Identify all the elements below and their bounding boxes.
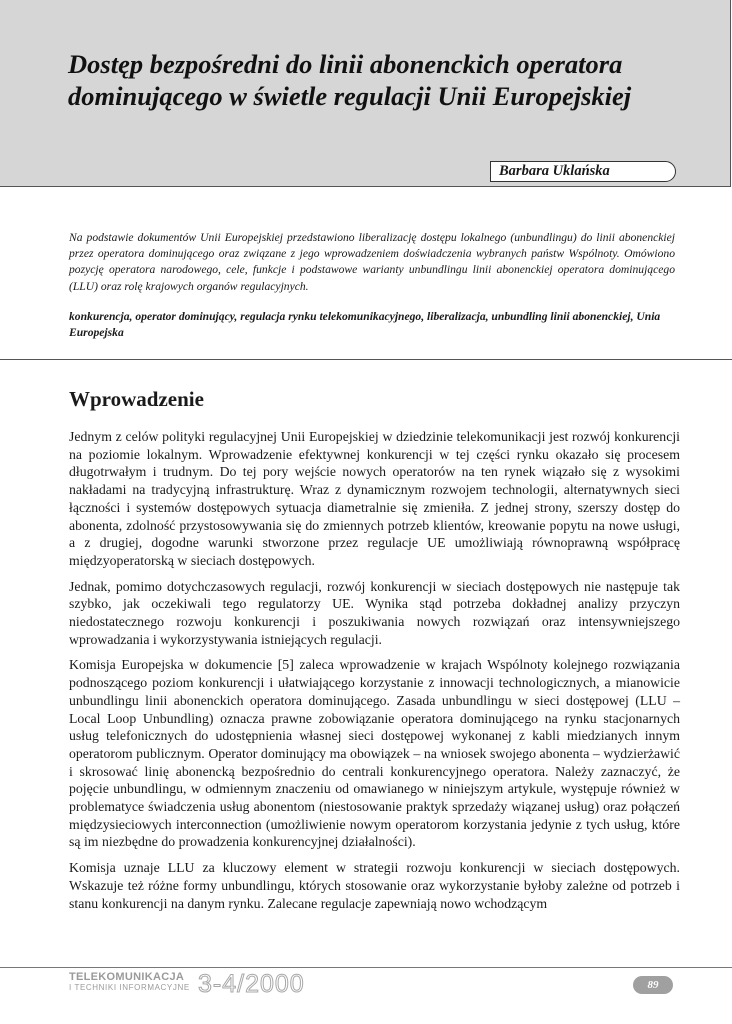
keywords: konkurencja, operator dominujący, regulacja rynku telekomunikacyjnego, liberalizacja, unbundling linii abonenckiej, Unia Europejska <box>69 310 661 340</box>
body-paragraph: Komisja uznaje LLU za kluczowy element w strategii rozwoju konkurencji w sieciach dostępowych. Wskazuje też różne formy unbundlingu, których stosowanie oraz wykorzystanie byłoby zależne od potrzeb i stanu konkurencji na danym rynku. Zalecane regulacje zapewniają nowo wchodzącym <box>69 860 680 911</box>
body-paragraph: Jednak, pomimo dotychczasowych regulacji, rozwój konkurencji w sieciach dostępowych nie następuje tak szybko, jak oczekiwali tego regulatorzy UE. Wynika stąd potrzeba dokładnej analizy przyczyn niedostatecznego rozwoju konkurencji i poszukiwania nowych rozwiązań oraz intensywniejszego wprowadzania i wykorzystywania istniejących regulacji. <box>69 578 680 647</box>
footer-divider <box>0 967 732 968</box>
body-paragraph: Komisja Europejska w dokumencie [5] zaleca wprowadzenie w krajach Wspólnoty kolejnego rozwiązania podnoszącego poziom konkurencji i ułatwiającego korzystanie z innowacji technologicznych, a mianowicie unbundlingu linii abonenckich operatora dominującego. Zasada unbundlingu w sieci dostępowej (LLU – Local Loop Unbundling) oznacza prawne zobowiązanie operatora dominującego na rynku stacjonarnych usług telefonicznych do udostępnienia własnej sieci dostępowej wykonanej z kabli miedzianych innym operatorom publicznym. Operator dominujący ma obowiązek – na wniosek swojego abonenta – wydzierżawić i skrosować linię abonencką bezpośrednio do centrali konkurencyjnego operatora. Należy zaznaczyć, że pojęcie unbundlingu, w odmiennym znaczeniu od omawianego w niniejszym artykule, występuje również w problematyce świadczenia usług abonentom (niestosowanie praktyk sprzedaży wiązanej usług) oraz połączeń międzysieciowych interconnection (umożliwienie nowym operatorom korzystania jedynie z tych usług, które są im niezbędne do prowadzenia konkurencyjnej działalności). <box>69 657 680 850</box>
journal-name: TELEKOMUNIKACJA <box>69 971 185 983</box>
issue-number: 3-4/2000 <box>198 970 305 998</box>
article-body <box>69 428 680 920</box>
journal-logo <box>69 971 190 993</box>
abstract: Na podstawie dokumentów Unii Europejskiej przedstawiono liberalizację dostępu lokalnego (unbundlingu) do linii abonenckiej przez operatora dominującego oraz związane z jego wprowadzeniem doświadczenia wybranych państw Wspólnoty. Omówiono pozycję operatora narodowego, cele, funkcje i podstawowe warianty unbundlingu linii abonenckiej operatora dominującego (LLU) oraz rolę krajowych organów regulacyjnych. <box>69 231 675 293</box>
section-heading: Wprowadzenie <box>69 387 204 411</box>
author-tag: Barbara Uklańska <box>490 161 676 182</box>
body-paragraph: Jednym z celów polityki regulacyjnej Unii Europejskiej w dziedzinie telekomunikacji jest rozwój konkurencji na poziomie lokalnym. Wprowadzenie efektywnej konkurencji w tej części rynku okazało się procesem długotrwałym i trudnym. Do tej pory wejście nowych operatorów na ten rynek wiązało się z wysokimi nakładami na tradycyjną infrastrukturę. Wraz z dynamicznym rozwojem technologii, alternatywnych sieci łączności i systemów dostępowych sytuacja diametralnie się zmieniła. Z jednej strony, szerszy dostęp do abonenta, zdolność przystosowywania się do zmiennych potrzeb klientów, kreowanie popytu na nowe usługi, a z drugiej, dogodne warunki stworzone przez regulacje UE umożliwiają równoprawną współpracę międzyoperatorską w sieciach dostępowych. <box>69 429 680 568</box>
title-banner <box>0 0 731 187</box>
page-number: 89 <box>633 976 673 994</box>
divider <box>0 359 732 360</box>
article-title: Dostęp bezpośredni do linii abonenckich operatora dominującego w świetle regulacji Unii Europejskiej <box>68 49 632 111</box>
journal-subtitle: I TECHNIKI INFORMACYJNE <box>69 983 190 992</box>
